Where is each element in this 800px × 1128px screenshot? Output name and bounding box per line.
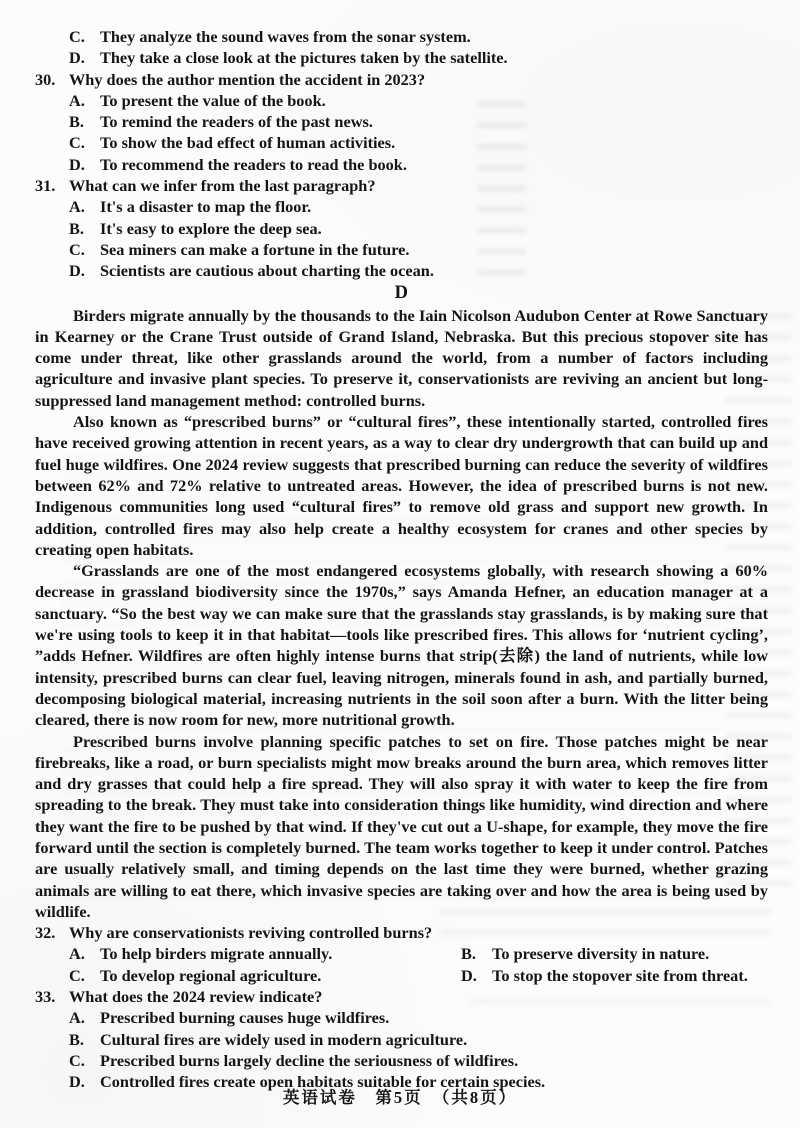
option-letter: C. [69,965,85,985]
option-letter: D. [69,261,85,281]
passage-paragraph-4: Prescribed burns involve planning specific patches to set on fire. Those patches might be near firebreaks, like a road, or burn specialists might mow breaks around the burn area, which removes litter and dry grasses that could help a fire spread. They will also spray it with water to keep the fire from spreading to the break. They must take into consideration things like humidity, wind direction and where they want the fire to be pushed by that wind. If they've cut out a U-shape, for example, they move the fire forward until the section is completely burned. The team works together to keep it under control. Patches are usually relatively small, and timing depends on the last time they were burned, whether grazing animals are willing to eat there, which invasive species are taking over and how the area is being used by wildlife. [35,731,768,921]
option-letter: D. [69,48,85,68]
question-number: 32. [35,923,56,943]
page-content [35,26,768,1093]
page-footer: 英语试卷 第5页 （共8页） [282,1087,518,1107]
option-text: It's a disaster to map the floor. [100,197,312,217]
question-29-option-d [69,47,768,68]
question-33-stem [35,986,768,1007]
option-letter: C. [69,239,85,259]
passage-paragraph-2: Also known as “prescribed burns” or “cultural fires”, these intentionally started, controlled fires have received growing attention in recent years, as a way to clear dry undergrowth that can build up and fuel huge wildfires. One 2024 review suggests that prescribed burning can reduce the severity of wildfires between 62% and 72% relative to untreated areas. However, the idea of prescribed burns is not new. Indigenous communities long used “cultural fires” to remove old grass and support new growth. In addition, controlled fires may also help create a healthy ecosystem for cranes and other species by creating open habitats. [35,412,768,559]
option-text: Cultural fires are widely used in modern agriculture. [100,1029,468,1049]
option-letter: B. [461,944,476,964]
option-text: To preserve diversity in nature. [492,944,710,964]
question-29-option-c [69,26,768,47]
question-text: Why does the author mention the accident in 2023? [69,69,426,89]
question-text: What can we infer from the last paragraph? [69,176,376,196]
option-letter: C. [69,133,85,153]
question-number: 30. [35,69,56,89]
question-31-option-a [69,196,768,217]
option-text: To present the value of the book. [100,90,326,110]
option-letter: C. [69,27,85,46]
option-letter: A. [69,944,85,964]
option-text: Sea miners can make a fortune in the future. [100,239,410,259]
option-text: Scientists are cautious about charting the ocean. [100,261,434,281]
option-text: To recommend the readers to read the book. [100,154,407,174]
question-32-option-d [461,965,768,986]
question-number: 33. [35,987,56,1007]
question-31-option-d [69,260,768,281]
passage-section-heading: D [394,282,409,303]
option-text: To show the bad effect of human activities. [100,133,396,153]
question-number: 31. [35,176,56,196]
option-text: To remind the readers of the past news. [100,112,373,132]
option-letter: A. [69,197,85,217]
option-text: Prescribed burning causes huge wildfires. [100,1008,390,1028]
question-text: What does the 2024 review indicate? [69,987,323,1007]
option-letter: B. [69,218,84,238]
question-32-option-a [69,943,461,964]
option-letter: D. [69,154,85,174]
question-32-options [69,943,768,986]
question-33-option-a [69,1007,768,1028]
option-text: To stop the stopover site from threat. [492,965,748,985]
question-30-option-a [69,90,768,111]
option-text: They take a close look at the pictures taken by the satellite. [100,48,508,68]
question-33-option-c [69,1050,768,1071]
question-31-stem [35,175,768,196]
option-letter: B. [69,112,84,132]
option-text: Prescribed burns largely decline the seriousness of wildfires. [100,1050,519,1070]
option-text: Controlled fires create open habitats suitable for certain species. [100,1072,546,1092]
passage-paragraph-3: “Grasslands are one of the most endangered ecosystems globally, with research showing a 60% decrease in grassland biodiversity since the 1970s,” says Amanda Hefner, an education manager at a sanctuary. “So the best way we can make sure that the grasslands stay grasslands, is by making sure that we're using tools to keep it in that habitat—tools like prescribed fires. This allows for ‘nutrient cycling’, ”adds Hefner. Wildfires are often highly intense burns that strip(去除) the land of nutrients, while low intensity, prescribed burns can clear fuel, leaving nitrogen, minerals found in ash, and partially burned, decomposing biological material, increasing nutrients in the soil soon after a burn. With the litter being cleared, there is now room for new, more nutritional growth. [35,561,768,730]
question-32-stem [35,922,768,943]
option-letter: D. [461,965,477,985]
option-letter: B. [69,1029,84,1049]
option-letter: D. [69,1072,85,1092]
question-31-option-b [69,218,768,239]
question-text: Why are conservationists reviving controlled burns? [69,923,433,943]
option-text: To develop regional agriculture. [100,965,322,985]
passage-paragraph-1: Birders migrate annually by the thousands to the Iain Nicolson Audubon Center at Rowe Sanctuary in Kearney or the Crane Trust outside of Grand Island, Nebraska. But this precious stopover site has come under threat, like other grasslands around the world, from a number of factors including agriculture and invasive plant species. To preserve it, conservationists are reviving an ancient but long-suppressed land management method: controlled burns. [35,305,768,410]
question-30-stem [35,69,768,90]
option-letter: C. [69,1050,85,1070]
question-31-option-c [69,239,768,260]
question-33-option-b [69,1029,768,1050]
option-letter: A. [69,90,85,110]
option-text: It's easy to explore the deep sea. [100,218,322,238]
question-30-option-c [69,132,768,153]
option-text: To help birders migrate annually. [100,944,333,964]
option-letter: A. [69,1008,85,1028]
option-text: They analyze the sound waves from the sonar system. [100,27,471,46]
question-32-option-b [461,943,768,964]
question-30-option-d [69,154,768,175]
question-30-option-b [69,111,768,132]
question-32-option-c [69,965,461,986]
